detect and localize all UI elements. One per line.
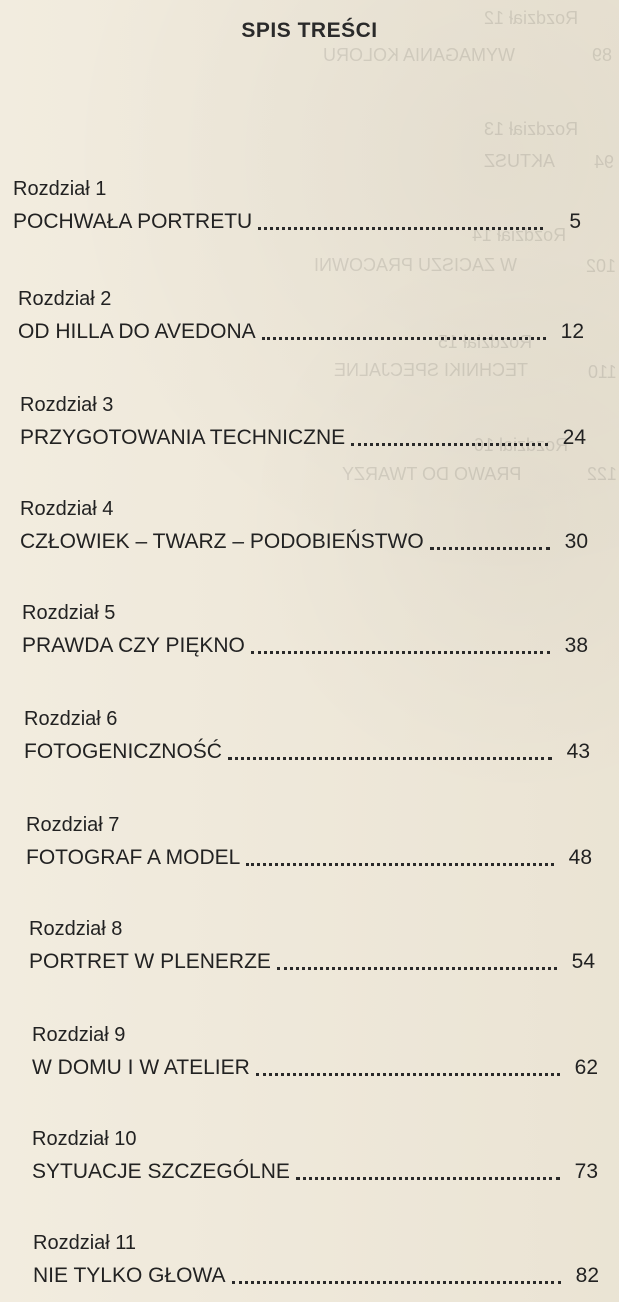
chapter-line bbox=[24, 740, 590, 764]
show-through-text: TECHNIKI SPECJALNE bbox=[334, 360, 529, 380]
dot-leader bbox=[430, 547, 550, 550]
show-through-text: Rozdział 14 bbox=[472, 225, 567, 245]
chapter-label: Rozdział 11 bbox=[33, 1232, 137, 1254]
chapter-label: Rozdział 7 bbox=[26, 814, 120, 836]
dot-leader bbox=[232, 1281, 561, 1284]
chapter-title: PRAWDA CZY PIĘKNO bbox=[22, 634, 245, 657]
chapter-title: PRZYGOTOWANIA TECHNICZNE bbox=[20, 426, 346, 449]
show-through-text: 122 bbox=[587, 464, 618, 484]
chapter-label: Rozdział 8 bbox=[29, 918, 123, 940]
chapter-line bbox=[32, 1160, 598, 1184]
show-through-text: W ZACISZU PRACOWNI bbox=[314, 255, 517, 275]
show-through-text: Rozdział 12 bbox=[484, 8, 579, 28]
toc-entry-7 bbox=[26, 814, 592, 878]
dot-leader bbox=[277, 967, 557, 970]
dot-leader bbox=[251, 651, 550, 654]
chapter-line bbox=[32, 1056, 598, 1080]
chapter-line bbox=[22, 634, 588, 658]
toc-entry-3 bbox=[20, 394, 586, 458]
toc-entry-8 bbox=[29, 918, 595, 982]
chapter-label: Rozdział 10 bbox=[32, 1128, 137, 1150]
chapter-title: FOTOGENICZNOŚĆ bbox=[24, 740, 222, 763]
show-through-text: 94 bbox=[594, 152, 615, 172]
chapter-line bbox=[29, 950, 595, 974]
chapter-label: Rozdział 6 bbox=[24, 708, 118, 730]
chapter-line bbox=[33, 1264, 599, 1288]
show-through-text: 102 bbox=[586, 256, 617, 276]
chapter-title: PORTRET W PLENERZE bbox=[29, 950, 271, 973]
page-number: 54 bbox=[571, 950, 595, 973]
page-number: 82 bbox=[575, 1264, 599, 1287]
dot-leader bbox=[351, 443, 548, 446]
show-through-text: 110 bbox=[588, 362, 617, 382]
toc-entry-4 bbox=[20, 498, 588, 562]
show-through-text: Rozdział 15 bbox=[438, 332, 533, 352]
chapter-title: SYTUACJE SZCZEGÓLNE bbox=[32, 1160, 290, 1183]
chapter-label: Rozdział 1 bbox=[13, 178, 107, 200]
chapter-label: Rozdział 4 bbox=[20, 498, 114, 520]
show-through-text: Rozdział 13 bbox=[484, 119, 579, 139]
table-of-contents-title: SPIS TREŚCI bbox=[241, 19, 378, 42]
chapter-line bbox=[26, 846, 592, 870]
dot-leader bbox=[256, 1073, 560, 1076]
page-number: 43 bbox=[566, 740, 590, 763]
chapter-title: FOTOGRAF A MODEL bbox=[26, 846, 241, 869]
show-through-text: PRAWO DO TWARZY bbox=[342, 464, 522, 484]
show-through-text: Rozdział 16 bbox=[474, 435, 569, 455]
chapter-label: Rozdział 5 bbox=[22, 602, 116, 624]
dot-leader bbox=[228, 757, 552, 760]
chapter-line bbox=[20, 426, 586, 450]
dot-leader bbox=[258, 227, 543, 230]
page-number: 24 bbox=[562, 426, 586, 449]
chapter-title: NIE TYLKO GŁOWA bbox=[33, 1264, 226, 1287]
toc-entry-1 bbox=[13, 178, 581, 242]
page-number: 73 bbox=[574, 1160, 598, 1183]
chapter-title: POCHWAŁA PORTRETU bbox=[13, 210, 253, 233]
chapter-title: CZŁOWIEK – TWARZ – PODOBIEŃSTWO bbox=[20, 530, 424, 553]
page-number: 38 bbox=[564, 634, 588, 657]
dot-leader bbox=[246, 863, 554, 866]
chapter-label: Rozdział 9 bbox=[32, 1024, 126, 1046]
show-through-text: WYMAGANIA KOLORU bbox=[323, 45, 516, 65]
toc-entry-10 bbox=[32, 1128, 598, 1192]
dot-leader bbox=[296, 1177, 560, 1180]
chapter-title: W DOMU I W ATELIER bbox=[32, 1056, 250, 1079]
toc-entry-5 bbox=[22, 602, 588, 666]
chapter-line bbox=[18, 320, 584, 344]
show-through-text: AKTUSZ bbox=[484, 151, 556, 171]
page-number: 62 bbox=[574, 1056, 598, 1079]
page-number: 12 bbox=[560, 320, 584, 343]
chapter-label: Rozdział 2 bbox=[18, 288, 112, 310]
chapter-title: OD HILLA DO AVEDONA bbox=[18, 320, 256, 343]
dot-leader bbox=[262, 337, 546, 340]
chapter-label: Rozdział 3 bbox=[20, 394, 114, 416]
show-through-text: 89 bbox=[592, 45, 613, 65]
toc-entry-11 bbox=[33, 1232, 599, 1296]
page-number: 30 bbox=[564, 530, 588, 553]
toc-entry-6 bbox=[24, 708, 590, 772]
toc-entry-9 bbox=[32, 1024, 598, 1088]
page-number: 5 bbox=[569, 210, 581, 233]
chapter-line bbox=[20, 530, 588, 554]
toc-entry-2 bbox=[18, 288, 584, 352]
page-number: 48 bbox=[568, 846, 592, 869]
chapter-line bbox=[13, 210, 581, 234]
